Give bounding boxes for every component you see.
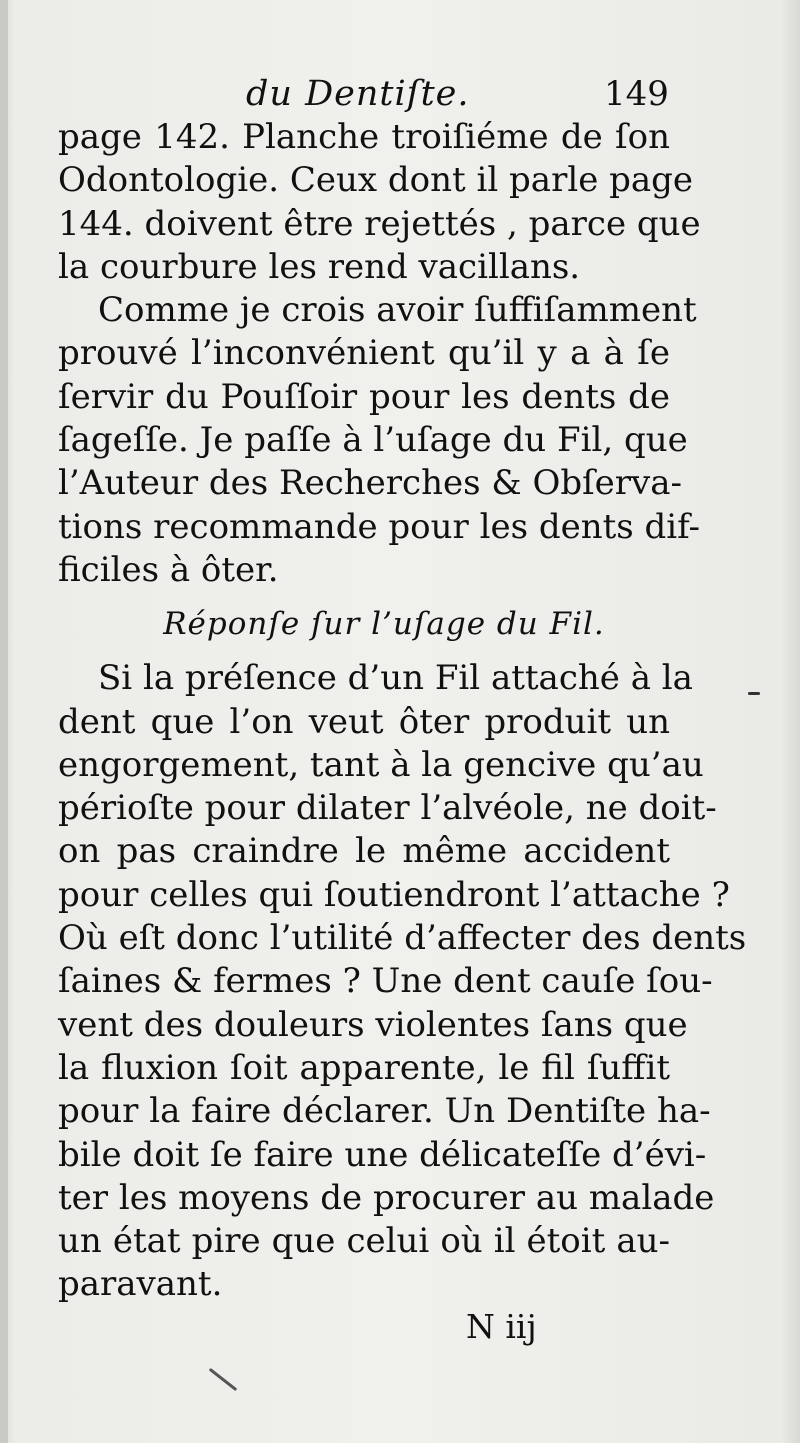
- text-line: ſervir du Pouſſoir pour les dents de: [58, 376, 670, 417]
- text-line: la courbure les rend vacillans.: [58, 246, 581, 287]
- ink-speck: [209, 1368, 238, 1391]
- text-line: prouvé l’inconvénient qu’il y a à ſe: [58, 333, 670, 374]
- text-line: pour celles qui ſoutiendront l’attache ?: [58, 874, 730, 915]
- text-line: un état pire que celui où il étoit au-: [58, 1221, 670, 1262]
- page-body: [58, 116, 747, 1307]
- text-line: on pas craindre le même accident: [58, 831, 670, 872]
- page-gutter-shadow: [0, 0, 8, 1443]
- ink-speck: [748, 692, 760, 695]
- text-line: pour la faire déclarer. Un Dentiſte ha-: [58, 1091, 711, 1132]
- text-line: 144. doivent être rejettés , parce que: [58, 203, 701, 244]
- text-line: Odontologie. Ceux dont il parle page: [58, 160, 694, 201]
- text-line: périoſte pour dilater l’alvéole, ne doit-: [58, 788, 717, 829]
- section-heading: Réponſe ſur l’uſage du Fil.: [163, 606, 605, 643]
- text-line: Où eſt donc l’utilité d’affecter des dents: [58, 918, 747, 959]
- text-line: paravant.: [58, 1264, 223, 1305]
- text-line: Comme je crois avoir ſuffiſamment: [98, 290, 697, 331]
- text-line: bile doit ſe faire une délicateſſe d’évi-: [58, 1134, 707, 1175]
- text-line: engorgement, tant à la gencive qu’au: [58, 744, 704, 785]
- text-line: vent des douleurs violentes ſans que: [58, 1004, 688, 1045]
- text-line: ter les moyens de procurer au malade: [58, 1177, 715, 1218]
- text-line: la fluxion ſoit apparente, le fil ſuffit: [58, 1047, 670, 1088]
- running-head: du Dentiſte.: [246, 74, 470, 114]
- text-line: ſageſſe. Je paſſe à l’uſage du Fil, que: [58, 420, 688, 461]
- text-line: l’Auteur des Recherches & Obſerva-: [58, 463, 683, 504]
- text-line: dent que l’on veut ôter produit un: [58, 701, 670, 742]
- text-line: Si la préſence d’un Fil attaché à la: [98, 658, 693, 699]
- text-line: ficiles à ôter.: [58, 549, 279, 590]
- text-line: ſaines & fermes ? Une dent cauſe ſou-: [58, 961, 713, 1002]
- signature-mark: N iij: [466, 1307, 537, 1346]
- page-number: 149: [604, 74, 669, 114]
- text-line: page 142. Planche troiſiéme de ſon: [58, 117, 670, 157]
- page-header: [0, 74, 800, 118]
- text-line: tions recommande pour les dents dif-: [58, 506, 701, 547]
